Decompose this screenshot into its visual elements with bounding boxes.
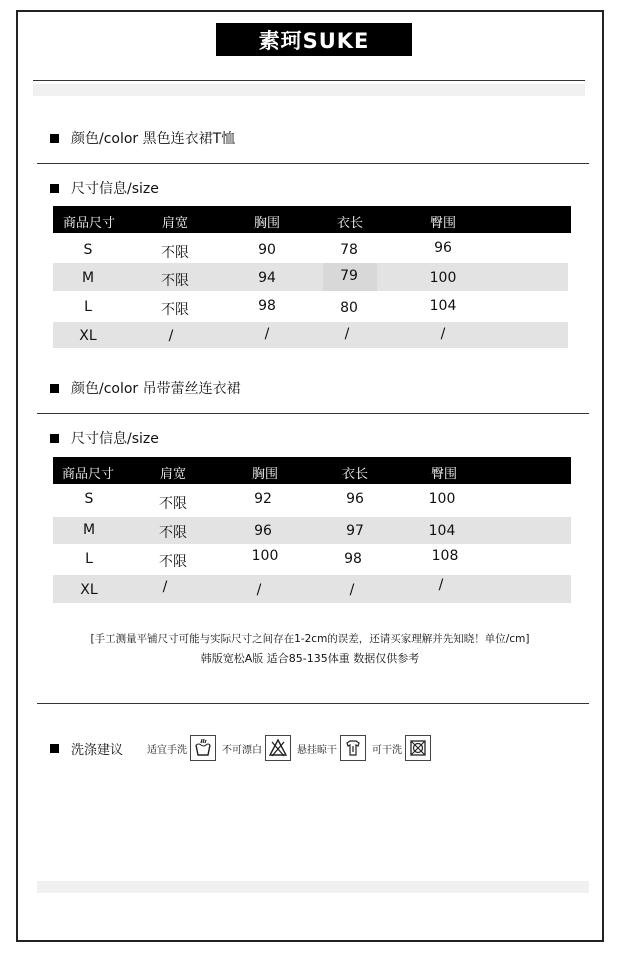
table-cell: 不限 bbox=[161, 245, 189, 261]
wash-title: 洗涤建议 bbox=[50, 739, 123, 758]
table-cell: 不限 bbox=[159, 554, 187, 570]
table-header bbox=[53, 206, 571, 233]
fit-note: 韩版宽松A版 适合85-135体重 数据仅供参考 bbox=[200, 652, 420, 665]
size-title-1: 尺寸信息/size bbox=[50, 178, 159, 198]
table-cell: / bbox=[168, 328, 174, 344]
table-cell: S bbox=[83, 242, 93, 258]
table-cell: 92 bbox=[254, 491, 272, 507]
table-cell: / bbox=[264, 326, 270, 342]
divider bbox=[37, 163, 589, 164]
header-cell: 臀围 bbox=[429, 216, 457, 231]
wash-item: 可干洗 bbox=[372, 735, 431, 761]
table-cell: L bbox=[85, 551, 93, 567]
header-cell: 衣长 bbox=[341, 467, 369, 482]
square-bullet-icon bbox=[50, 184, 59, 193]
table-row bbox=[53, 233, 571, 263]
table-cell: 不限 bbox=[159, 496, 187, 512]
hang-dry-icon bbox=[340, 735, 366, 761]
table-cell: XL bbox=[80, 582, 98, 598]
wash-instructions bbox=[50, 733, 437, 763]
size-title-2: 尺寸信息/size bbox=[50, 428, 159, 448]
table-cell: 90 bbox=[258, 242, 276, 258]
square-bullet-icon bbox=[50, 134, 59, 143]
table-row bbox=[53, 575, 571, 603]
table-cell: XL bbox=[79, 328, 97, 344]
table-cell: 98 bbox=[344, 551, 362, 567]
table-cell: 80 bbox=[340, 300, 358, 316]
color-title-1: 颜色/color 黑色连衣裙T恤 bbox=[50, 128, 235, 148]
table-cell: M bbox=[82, 522, 96, 538]
hand-wash-icon bbox=[190, 735, 216, 761]
table-cell: S bbox=[84, 491, 94, 507]
size-table-1 bbox=[53, 206, 571, 348]
table-row bbox=[53, 291, 571, 322]
header-cell: 胸围 bbox=[253, 216, 281, 231]
size-table-2 bbox=[53, 457, 571, 603]
divider bbox=[37, 413, 589, 414]
table-cell: M bbox=[81, 270, 95, 286]
divider bbox=[37, 703, 589, 704]
brand-title: 素珂SUKE bbox=[216, 23, 412, 56]
table-cell: 98 bbox=[258, 298, 276, 314]
wash-item: 不可漂白 bbox=[222, 735, 291, 761]
table-cell: 94 bbox=[258, 270, 276, 286]
table-cell: 100 bbox=[428, 491, 456, 507]
table-cell: 97 bbox=[346, 523, 364, 539]
header-cell: 商品尺寸 bbox=[61, 467, 115, 482]
table-cell: 96 bbox=[434, 240, 452, 256]
gray-band bbox=[33, 84, 585, 96]
table-cell: 78 bbox=[340, 242, 358, 258]
table-row bbox=[53, 544, 571, 575]
table-row bbox=[53, 484, 571, 517]
table-cell: 100 bbox=[429, 270, 457, 286]
header-cell: 商品尺寸 bbox=[62, 216, 116, 231]
table-cell: / bbox=[349, 582, 355, 598]
table-cell: / bbox=[438, 577, 444, 593]
table-cell: / bbox=[162, 579, 168, 595]
header-cell: 胸围 bbox=[251, 467, 279, 482]
square-bullet-icon bbox=[50, 744, 59, 753]
table-cell: 不限 bbox=[159, 525, 187, 541]
color-title-2: 颜色/color 吊带蕾丝连衣裙 bbox=[50, 378, 241, 398]
header-cell: 衣长 bbox=[336, 216, 364, 231]
table-cell: / bbox=[440, 326, 446, 342]
gray-band bbox=[37, 881, 589, 893]
table-row bbox=[53, 263, 568, 291]
dry-clean-icon bbox=[405, 735, 431, 761]
measurement-note: [手工测量平铺尺寸可能与实际尺寸之间存在1-2cm的误差，还请买家理解并先知晓！单位/cm] bbox=[90, 633, 530, 645]
header-cell: 肩宽 bbox=[159, 467, 187, 482]
table-cell: / bbox=[256, 582, 262, 598]
square-bullet-icon bbox=[50, 434, 59, 443]
table-cell: 104 bbox=[429, 298, 457, 314]
wash-item: 悬挂晾干 bbox=[297, 735, 366, 761]
table-cell: L bbox=[84, 299, 92, 315]
wash-item: 适宜手洗 bbox=[147, 735, 216, 761]
table-row bbox=[53, 517, 571, 544]
table-cell: 96 bbox=[346, 491, 364, 507]
header-cell: 肩宽 bbox=[161, 216, 189, 231]
header-cell: 臀围 bbox=[430, 467, 458, 482]
no-bleach-icon bbox=[265, 735, 291, 761]
table-cell: / bbox=[344, 326, 350, 342]
table-cell: 96 bbox=[254, 523, 272, 539]
table-header bbox=[53, 457, 571, 484]
table-row bbox=[53, 322, 568, 348]
divider bbox=[33, 80, 585, 81]
table-cell: 108 bbox=[431, 548, 459, 564]
table-cell: 104 bbox=[428, 523, 456, 539]
table-cell: 100 bbox=[251, 548, 279, 564]
table-cell: 不限 bbox=[161, 273, 189, 289]
square-bullet-icon bbox=[50, 384, 59, 393]
table-cell: 不限 bbox=[161, 302, 189, 318]
table-cell: 79 bbox=[340, 268, 358, 284]
